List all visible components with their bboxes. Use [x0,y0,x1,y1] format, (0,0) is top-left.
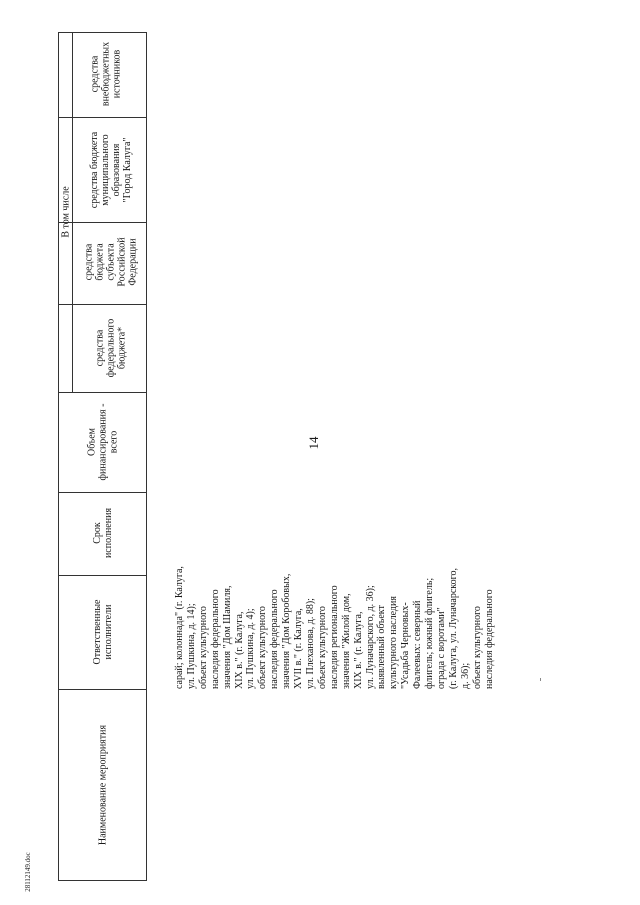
table-bottom-border [58,880,146,881]
table-left-border [58,32,59,881]
measure-text-line: объект культурного [316,606,328,689]
scan-mark [540,678,541,681]
subheader-divider [72,32,73,393]
measure-text-line: XIX в." (г. Калуга, [233,611,245,689]
measure-text-line: XIX в." (г. Калуга, [352,611,364,689]
header-including: В том числе [60,186,72,238]
measure-text-line: наследия федерального [269,589,281,689]
measure-description [174,489,495,689]
measure-text-line: ул. Плеханова, д. 88); [304,598,316,689]
header-federal: средства федерального бюджета* [94,318,128,378]
header-regional: средства бюджета субъекта Российской Федерации [83,237,139,287]
measure-text-line: флигель; южный флигель; [424,577,436,689]
measure-text-line: "Усадьба Черновых- [400,602,412,689]
measure-text-line: д. 36); [459,662,471,689]
header-extrabudget: средства внебюджетных источников [89,41,123,107]
measure-text-line: ул. Пушкина, д. 4); [245,608,257,689]
table-right-border [146,32,147,881]
measure-text-line: ул. Пушкина, д. 14); [185,603,197,689]
measure-text-line: объект культурного [197,606,209,689]
measure-text-line: ул. Луначарского, д. 36); [364,585,376,689]
measure-text-line: значения "Дом Коробовых, [281,573,293,689]
col-divider-5 [58,492,146,493]
header-measure-name: Наименование мероприятия [97,724,109,846]
measure-text-line: выявленный объект [376,605,388,689]
measure-text-line: значения "Жилой дом, [340,593,352,689]
header-municipal: средства бюджета муниципального образования "Город Калуга" [89,131,133,209]
page-number: 14 [306,436,321,450]
table-header-divider [58,689,146,690]
file-name: 28112149.doc [24,852,32,892]
measure-text-line: наследия федерального [483,589,495,689]
measure-text-line: культурного наследия [388,596,400,689]
measure-text-line: XVII в." (г. Калуга, [293,608,305,689]
measure-text-line: наследия федерального [209,589,221,689]
header-deadline: Срок исполнения [92,507,114,559]
measure-text-line: сарай; колоннада" (г. Калуга, [174,566,185,689]
measure-text-line: значения "Дом Шамиля, [221,585,233,689]
measure-text-line: Фалеевых: северный [412,600,424,689]
col-divider-6 [58,575,146,576]
measure-text-line: наследия регионального [328,585,340,689]
header-executors: Ответственные исполнители [92,599,114,665]
measure-text-line: объект культурного [471,606,483,689]
measure-text-line: объект культурного [257,606,269,689]
measure-text-line: ограда с воротами" [435,607,447,689]
header-volume: Объем финансирования - всего [86,403,120,481]
measure-text-line: (г. Калуга, ул. Луначарского, [447,568,459,689]
